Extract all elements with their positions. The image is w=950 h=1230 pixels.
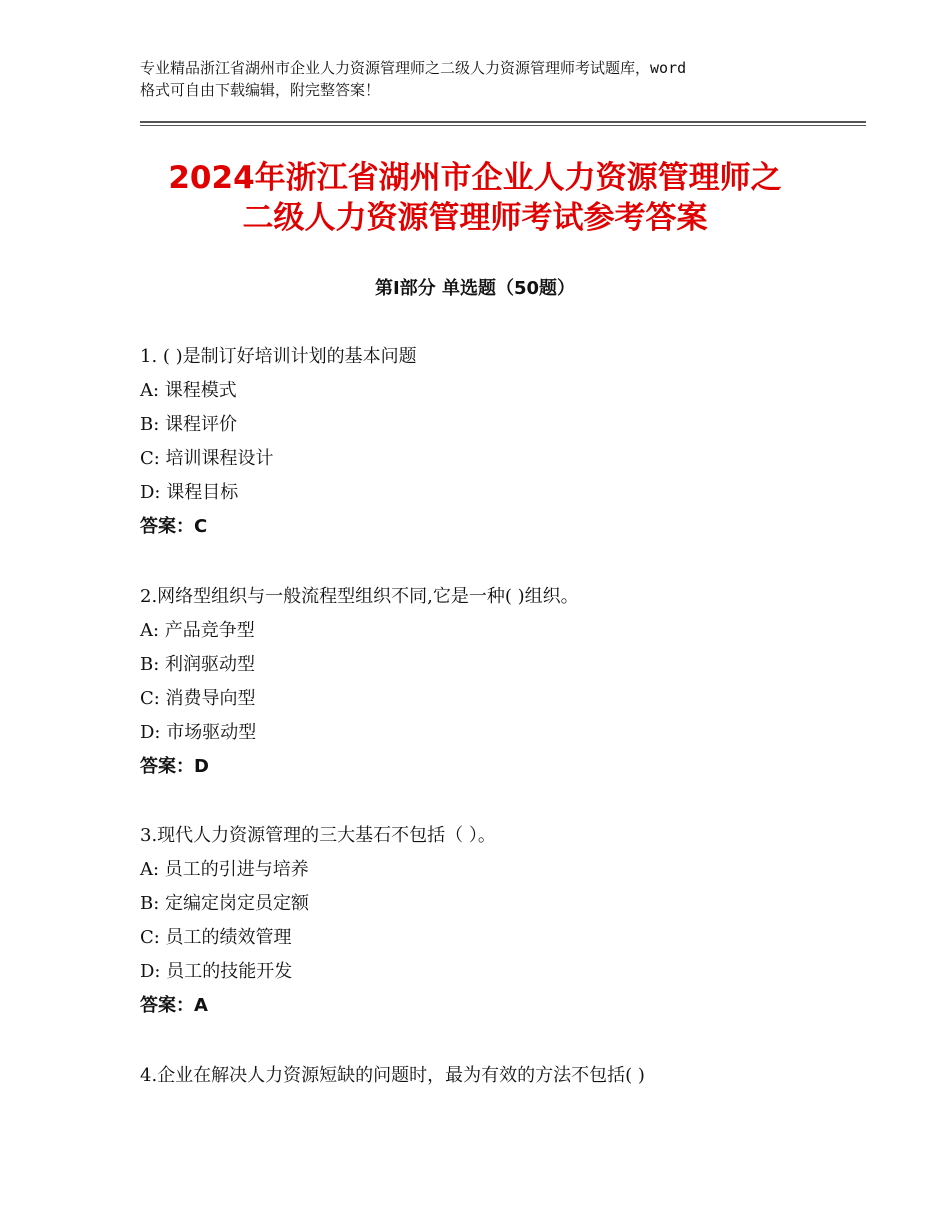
answer: 答案：A bbox=[140, 995, 208, 1016]
question-2 bbox=[140, 580, 860, 784]
option-a: A: 员工的引进与培养 bbox=[140, 859, 309, 880]
question-4 bbox=[140, 1059, 860, 1093]
option-b: B: 课程评价 bbox=[140, 414, 238, 435]
option-d: D: 员工的技能开发 bbox=[140, 961, 293, 982]
header-note-line-2: 格式可自由下载编辑，附完整答案！ bbox=[140, 81, 381, 99]
header-note-line-1: 专业精品浙江省湖州市企业人力资源管理师之二级人力资源管理师考试题库，word bbox=[140, 59, 687, 77]
header-divider-thick bbox=[140, 121, 866, 123]
document-title-line-1: 2024年浙江省湖州市企业人力资源管理师之 bbox=[168, 160, 782, 196]
answer: 答案：D bbox=[140, 756, 209, 777]
header-note bbox=[140, 57, 840, 101]
option-b: B: 定编定岗定员定额 bbox=[140, 893, 310, 914]
option-a: A: 产品竞争型 bbox=[140, 620, 255, 641]
header-divider-thin bbox=[140, 125, 866, 126]
option-c: C: 培训课程设计 bbox=[140, 448, 274, 469]
option-c: C: 员工的绩效管理 bbox=[140, 927, 292, 948]
section-title: 第Ⅰ部分 单选题（50题） bbox=[374, 278, 575, 299]
question-stem: 2.网络型组织与一般流程型组织不同,它是一种( )组织。 bbox=[140, 586, 579, 607]
option-d: D: 课程目标 bbox=[140, 482, 239, 503]
answer: 答案：C bbox=[140, 516, 208, 537]
question-3 bbox=[140, 819, 860, 1023]
question-1 bbox=[140, 340, 860, 544]
document-title-line-2: 二级人力资源管理师考试参考答案 bbox=[242, 200, 708, 236]
option-c: C: 消费导向型 bbox=[140, 688, 256, 709]
question-stem: 4.企业在解决人力资源短缺的问题时，最为有效的方法不包括( ) bbox=[140, 1065, 645, 1086]
document-title bbox=[100, 158, 850, 238]
option-d: D: 市场驱动型 bbox=[140, 722, 257, 743]
question-stem: 3.现代人力资源管理的三大基石不包括（ ）。 bbox=[140, 825, 496, 846]
question-stem: 1. ( )是制订好培训计划的基本问题 bbox=[140, 346, 417, 367]
option-a: A: 课程模式 bbox=[140, 380, 237, 401]
option-b: B: 利润驱动型 bbox=[140, 654, 256, 675]
